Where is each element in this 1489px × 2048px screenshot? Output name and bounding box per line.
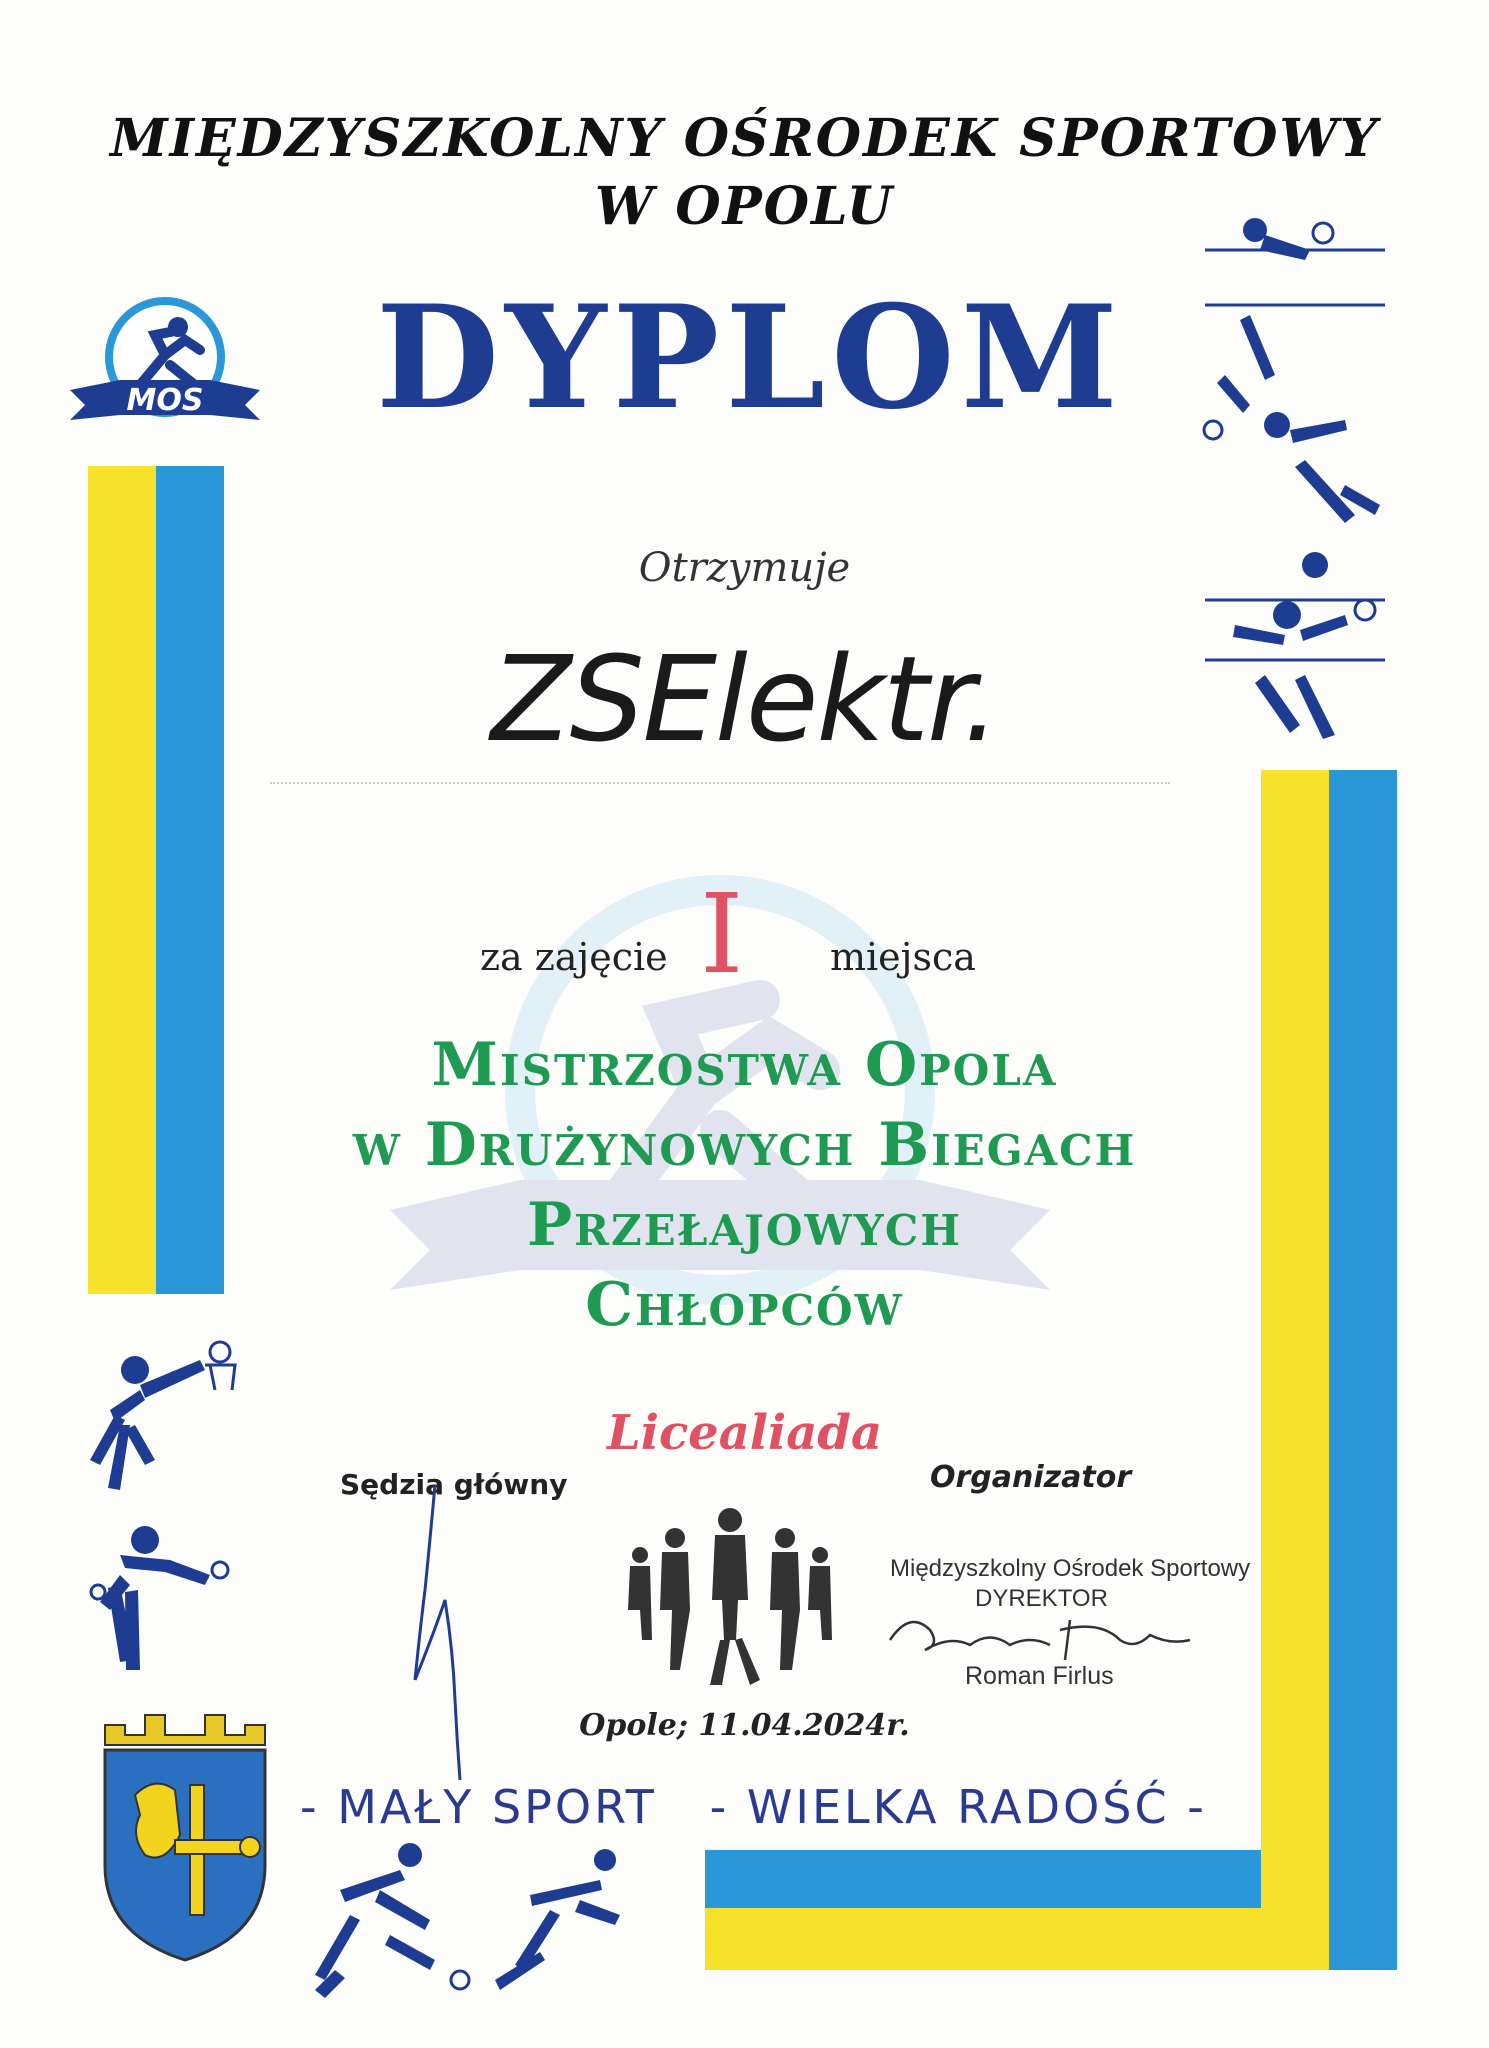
city-coat-of-arms-icon (85, 1705, 285, 1965)
right-blue-bar (1329, 770, 1397, 1970)
place-prefix: za zajęcie (480, 935, 668, 979)
director-signature (880, 1600, 1200, 1670)
event-line-4: Chłopców (585, 1270, 904, 1340)
diploma-title: DYPLOM (375, 275, 1124, 441)
stamp-role: DYREKTOR (975, 1585, 1108, 1612)
mos-logo-icon (60, 295, 270, 435)
runner-icon (300, 1840, 680, 2010)
recipient-name: ZSElektr. (490, 630, 999, 768)
header-line-1: MIĘDZYSZKOLNY OŚRODEK SPORTOWY (110, 108, 1379, 169)
runners-group-icon (620, 1500, 840, 1690)
place-suffix: miejsca (830, 935, 976, 979)
bottom-yellow-bar (705, 1908, 1329, 1970)
stamp-name: Roman Firlus (965, 1662, 1114, 1690)
organizer-label: Organizator (930, 1460, 1132, 1495)
league-name: Licealiada (606, 1405, 883, 1461)
recipient-dotted-line (270, 782, 1170, 784)
header-line-2: W OPOLU (594, 176, 895, 237)
receives-label: Otrzymuje (638, 545, 851, 591)
event-line-2: w Drużynowych Biegach (352, 1110, 1137, 1180)
place-number: I (700, 870, 744, 998)
event-line-3: Przełajowych (526, 1190, 963, 1260)
date-line: Opole; 11.04.2024r. (579, 1708, 910, 1743)
stamp-institution: Międzyszkolny Ośrodek Sportowy (890, 1555, 1251, 1582)
event-line-1: Mistrzostwa Opola (431, 1030, 1058, 1100)
judge-label: Sędzia główny (340, 1468, 568, 1501)
right-yellow-bar (1261, 770, 1329, 1970)
mos-logo-text: MOS (126, 383, 204, 418)
bottom-blue-bar (705, 1850, 1261, 1908)
slogan: - MAŁY SPORT - WIELKA RADOŚĆ - (300, 1780, 1207, 1834)
